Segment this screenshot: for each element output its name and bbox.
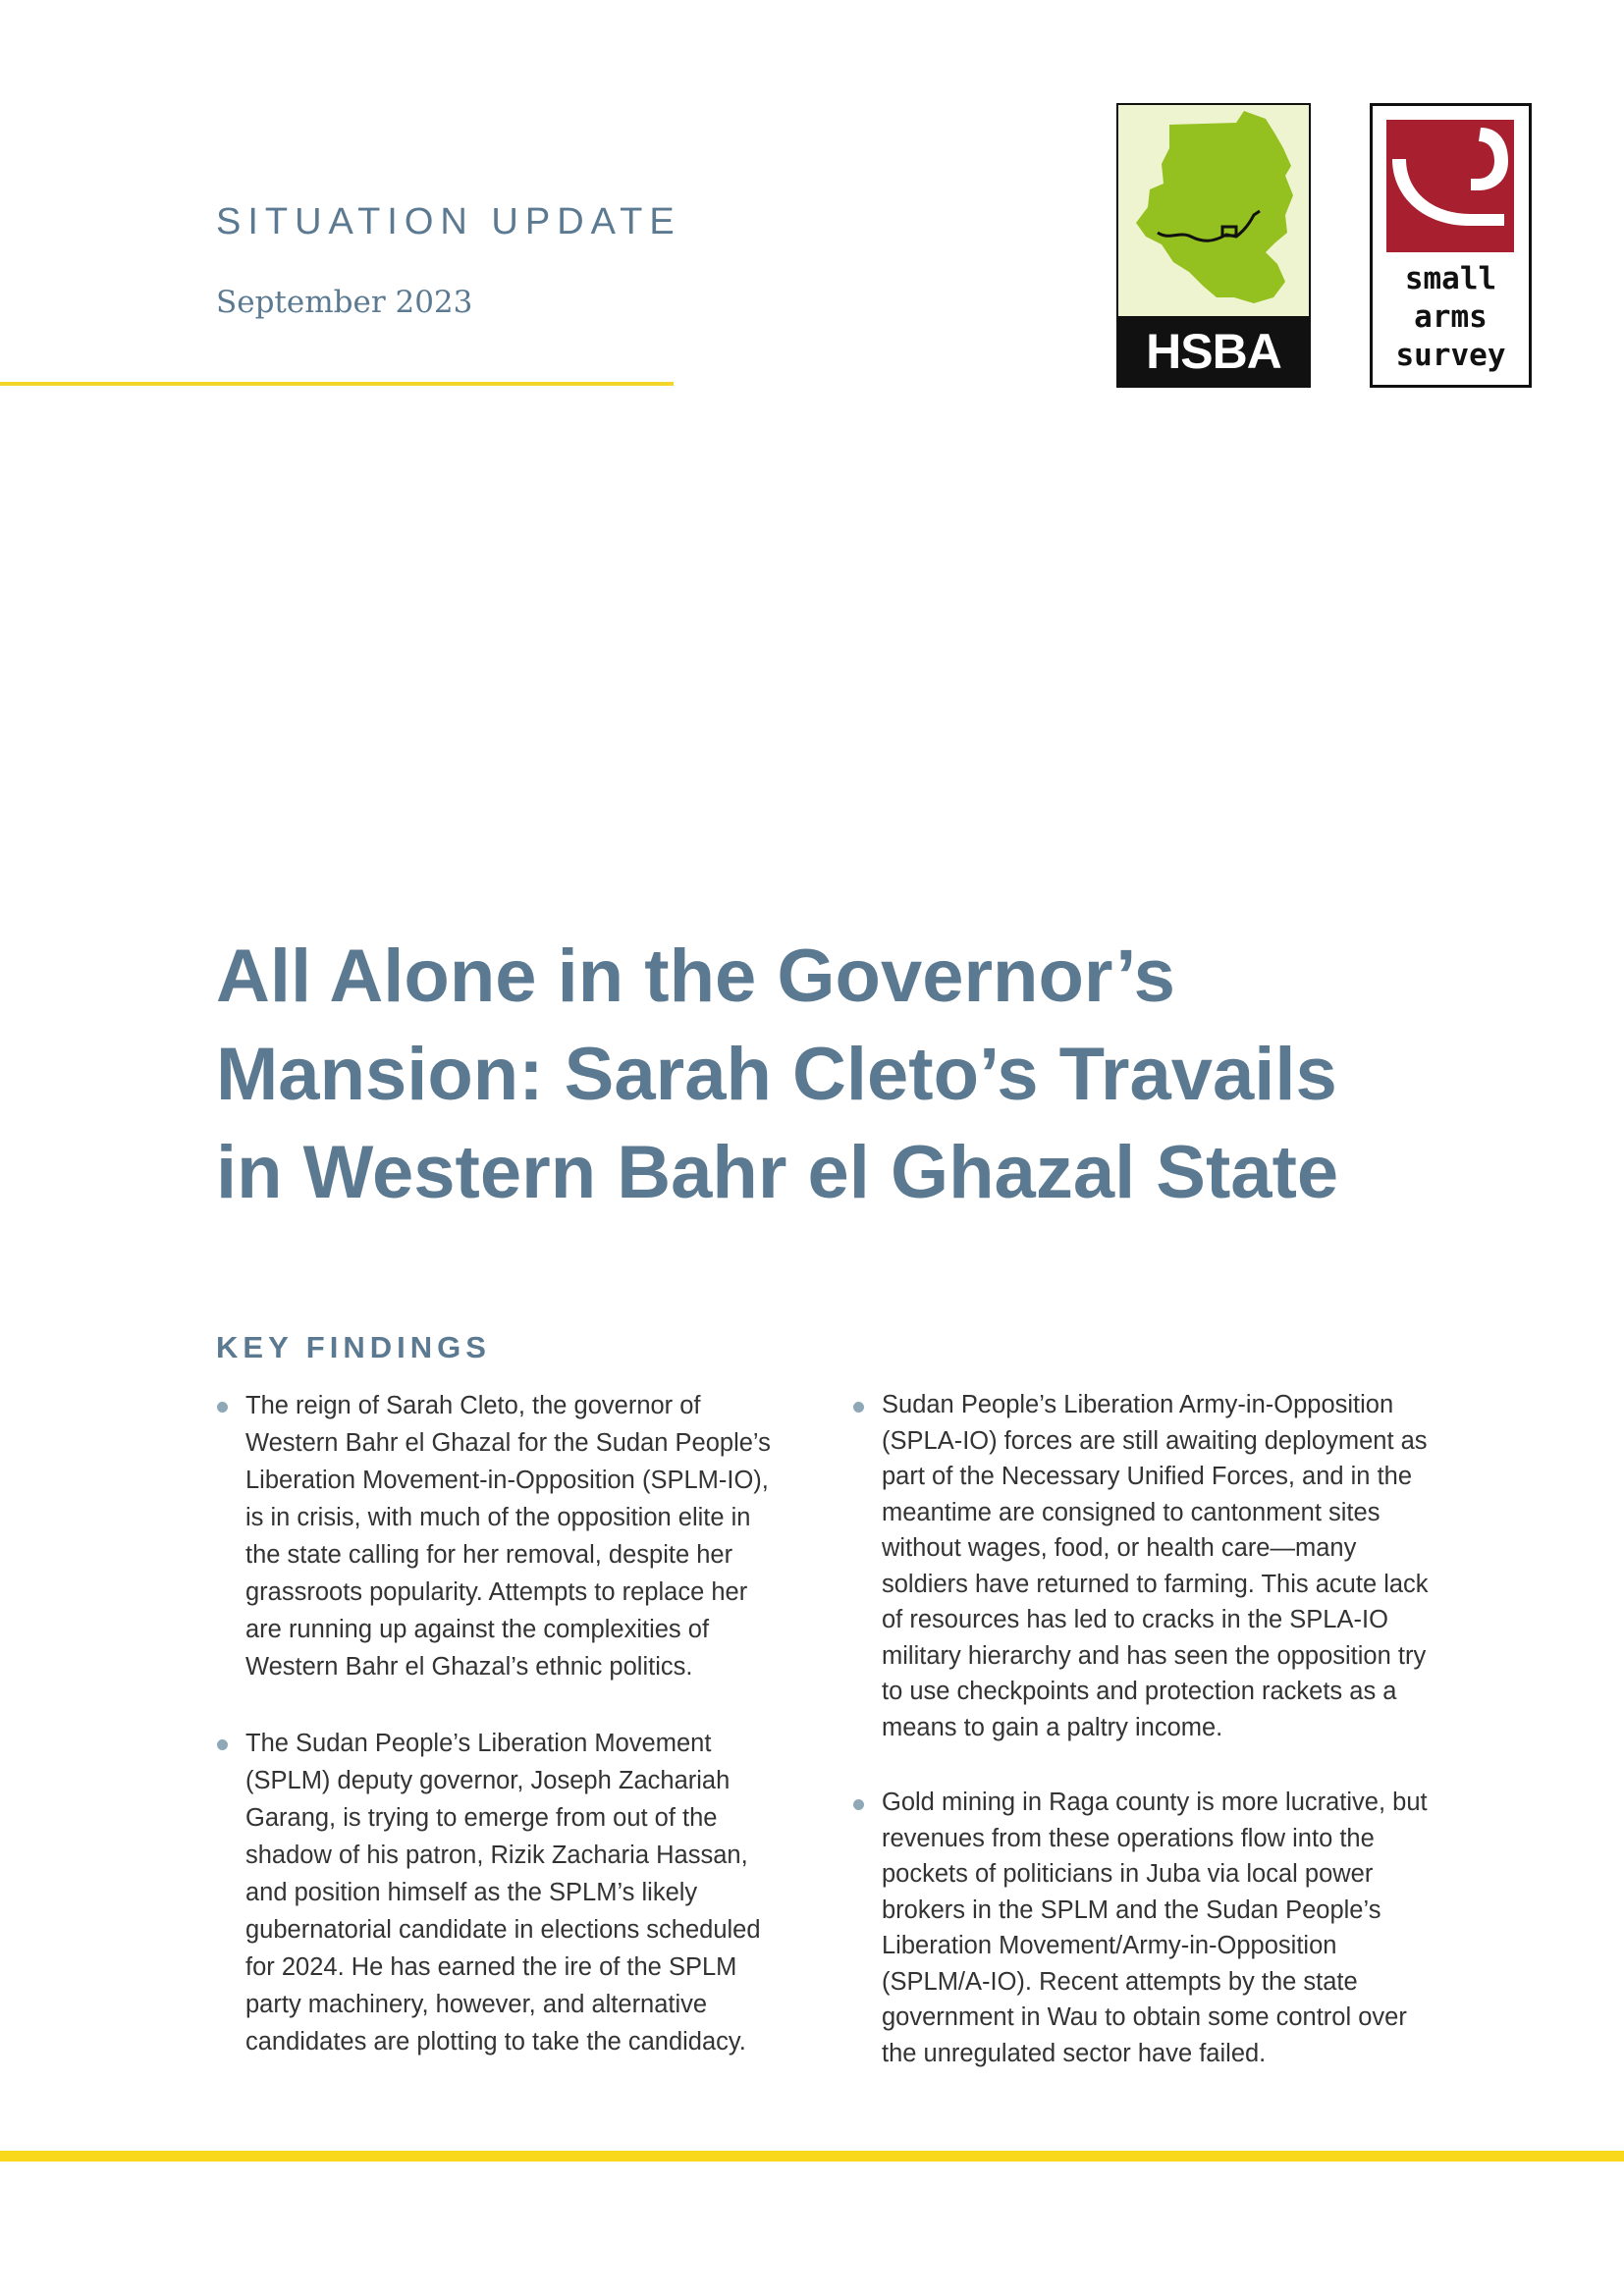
logo-word-arms: arms [1414,299,1488,335]
finding-item [852,1387,1441,1745]
title-line: in Western Bahr el Ghazal State [216,1131,1339,1214]
key-findings-left-column [216,1387,790,2100]
sudan-map-icon [1118,105,1309,316]
publication-date: September 2023 [216,285,473,320]
small-arms-survey-logo [1370,103,1532,388]
hsba-logo [1116,103,1311,388]
finding-item [216,1387,790,1685]
key-findings-right-column [852,1387,1441,2110]
bottom-divider [0,2151,1624,2162]
finding-item [216,1725,790,2060]
key-findings-heading: KEY FINDINGS [216,1330,491,1364]
title-line: Mansion: Sarah Cleto’s Travails [216,1033,1337,1116]
report-title [216,928,1443,1222]
finding-text: Sudan People’s Liberation Army-in-Opposition (SPLA-IO) forces are still awaiting deployment as part of the Necessary Unified Forces, and in the meantime are consigned to cantonment sites without wages, food, or health care—many soldiers have returned to farming. This acute lack of resources has led to cracks in the SPLA-IO military hierarchy and has seen the opposition try to use checkpoints and protection rackets as a means to gain a paltry income. [882,1391,1429,1741]
title-line: All Alone in the Governor’s [216,934,1175,1018]
survey-mark-icon [1386,120,1514,252]
finding-text: Gold mining in Raga county is more lucrative, but revenues from these operations flow into the pockets of politicians in Juba via local power brokers in the SPLM and the Sudan People’s Liberation Movement/Army-in-Opposition (SPLM/A-IO). Recent attempts by the state government in Wau to obtain some control over the unregulated sector have failed. [882,1789,1428,2067]
finding-text: The Sudan People’s Liberation Movement (SPLM) deputy governor, Joseph Zachariah Garang, is trying to emerge from out of the shadow of his patron, Rizik Zacharia Hassan, and position himself as the SPLM’s likely gubernatorial candidate in elections scheduled for 2024. He has earned the ire of the SPLM party machinery, however, and alternative candidates are plotting to take the candidacy. [245,1730,761,2056]
hsba-logo-text: HSBA [1146,324,1281,379]
top-divider [0,382,674,386]
doc-type-label: SITUATION UPDATE [216,201,681,242]
bullet-icon [217,1739,228,1750]
finding-item [852,1785,1441,2071]
logo-word-survey: survey [1395,338,1506,373]
finding-text: The reign of Sarah Cleto, the governor of Western Bahr el Ghazal for the Sudan People’s Liberation Movement-in-Opposition (SPLM-IO), is in crisis, with much of the opposition elite in the state calling for her removal, despite her grassroots popularity. Attempts to replace her are running up against the complexities of Western Bahr el Ghazal’s ethnic politics. [245,1392,771,1681]
logo-word-small: small [1404,261,1497,296]
bullet-icon [853,1799,864,1810]
bullet-icon [217,1402,228,1413]
bullet-icon [853,1402,864,1413]
